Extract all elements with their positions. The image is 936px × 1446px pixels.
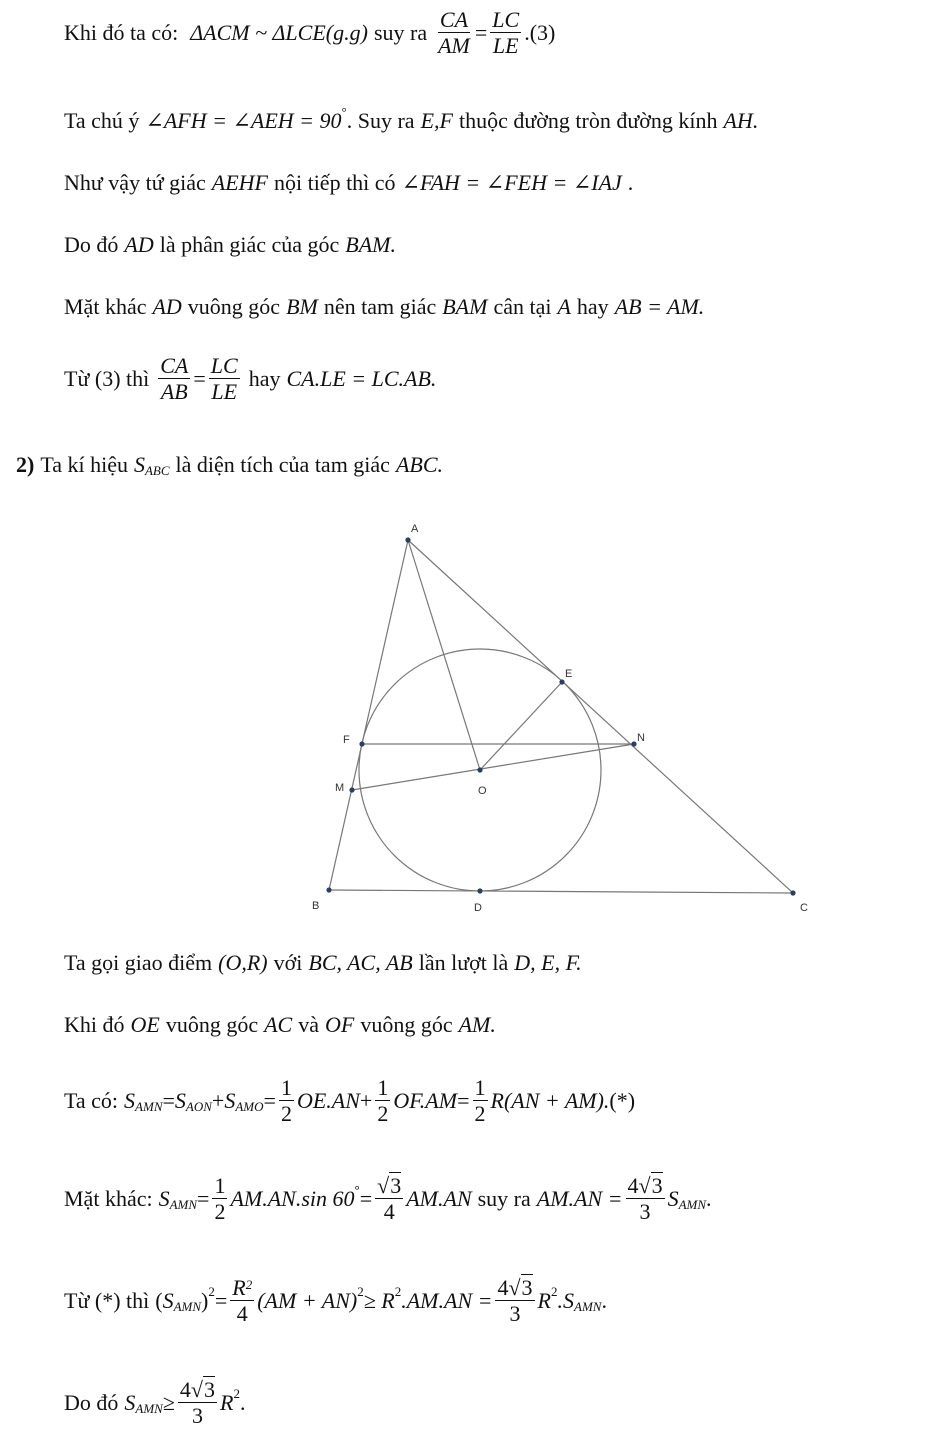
fraction-4sqrt3-over-3-b: $\frac{4√3}{3}$ — [497, 1275, 533, 1327]
point-o — [477, 767, 482, 772]
label-b: B — [312, 900, 320, 912]
text-line-right-angles: Ta chú ý ∠AFH = ∠AEH = 90 ° . Suy ra E,F thuộc đường tròn đường kính AH. — [64, 104, 759, 133]
text-line-conclusion: Do đó S AMN ≥ $\frac{4√3}{3}$ R 2 . — [64, 1377, 246, 1429]
text-line-bisector: Do đó AD là phân giác của góc BAM. — [64, 232, 396, 257]
side-bc — [329, 890, 793, 893]
segment-mn — [352, 744, 634, 790]
fraction-half-2: $\frac{1}{2}$ — [377, 1075, 389, 1127]
text-line-cyclic-quad: Như vậy tứ giác AEHF nội tiếp thì có ∠FAH = ∠FEH = ∠IAJ . — [64, 170, 634, 195]
label-e: E — [565, 668, 573, 680]
label-c: C — [800, 902, 808, 914]
fraction-half-4: $\frac{1}{2}$ — [214, 1173, 226, 1225]
point-c — [790, 890, 795, 895]
fraction-4sqrt3-over-3-c: $\frac{4√3}{3}$ — [179, 1377, 215, 1429]
segment-oe — [480, 682, 562, 770]
part-number: 2) — [16, 452, 35, 477]
fraction-lc-le: $\frac{LC}{LE}$ — [492, 7, 520, 59]
section-part-2: 2) Ta kí hiệu S ABC là diện tích của tam giác ABC. — [16, 452, 444, 478]
text-line-tangent-points: Ta gọi giao điểm (O,R) với BC, AC, AB lần lượt là D, E, F. — [64, 950, 582, 975]
text-line-area-sine: Mặt khác: S AMN = $\frac{1}{2}$ AM.AN.sin 60 ° = $\frac{√3}{4}$ AM.AN suy ra AM.AN = $\frac{4√3}{3}$ S AMN . — [64, 1173, 712, 1225]
similarity-relation: ΔACM ~ ΔLCE(g.g) — [190, 19, 368, 45]
text-line-similarity: Khi đó ta có: ΔACM ~ ΔLCE(g.g) suy ra $\frac{CA}{AM}$ = $\frac{LC}{LE}$ .(3) — [64, 7, 556, 59]
label-f: F — [343, 734, 350, 746]
label-d: D — [474, 902, 482, 914]
fraction-4sqrt3-over-3: $\frac{4√3}{3}$ — [627, 1173, 663, 1225]
fraction-ca-am: $\frac{CA}{AM}$ — [438, 7, 470, 59]
equation-tag: (*) — [609, 1087, 636, 1113]
fraction-sqrt3-over-4: $\frac{√3}{4}$ — [377, 1173, 402, 1225]
side-ab — [329, 540, 408, 890]
text-line-area-sum: Ta có: S AMN = S AON + S AMO = $\frac{1}{2}$ OE.AN + $\frac{1}{2}$ OF.AM = $\frac{1}{2}$ R(AN + AM). (*) — [64, 1075, 636, 1127]
point-b — [326, 887, 331, 892]
label-o: O — [478, 785, 487, 797]
point-d — [477, 888, 482, 893]
label-n: N — [637, 732, 645, 744]
point-a — [405, 537, 410, 542]
fraction-ca-ab: $\frac{CA}{AB}$ — [160, 353, 189, 405]
point-f — [359, 741, 364, 746]
geometry-figure — [0, 510, 936, 930]
text-line-inequality: Từ (*) thì ( S AMN ) 2 = $\frac{R^2}{4}$ (AM + AN) 2 ≥ R 2 .AM.AN = $\frac{4√3}{3}$ R 2 .S AMN . — [64, 1275, 607, 1327]
fraction-half-3: $\frac{1}{2}$ — [474, 1075, 486, 1127]
fraction-r2-over-4: $\frac{R^2}{4}$ — [232, 1275, 253, 1327]
fraction-half-1: $\frac{1}{2}$ — [280, 1075, 292, 1127]
fraction-lc-le-2: $\frac{LC}{LE}$ — [210, 353, 238, 405]
text-line-from-3: Từ (3) thì $\frac{CA}{AB}$ = $\frac{LC}{LE}$ hay CA.LE = LC.AB. — [64, 353, 437, 405]
label-m: M — [335, 782, 345, 794]
point-m — [349, 787, 354, 792]
side-ac — [408, 540, 793, 893]
text-line-isosceles: Mặt khác AD vuông góc BM nên tam giác BAM cân tại A hay AB = AM. — [64, 294, 705, 319]
point-n — [631, 741, 636, 746]
label-a: A — [411, 523, 419, 535]
text-line-perpendicular: Khi đó OE vuông góc AC và OF vuông góc AM. — [64, 1012, 496, 1037]
point-e — [559, 679, 564, 684]
